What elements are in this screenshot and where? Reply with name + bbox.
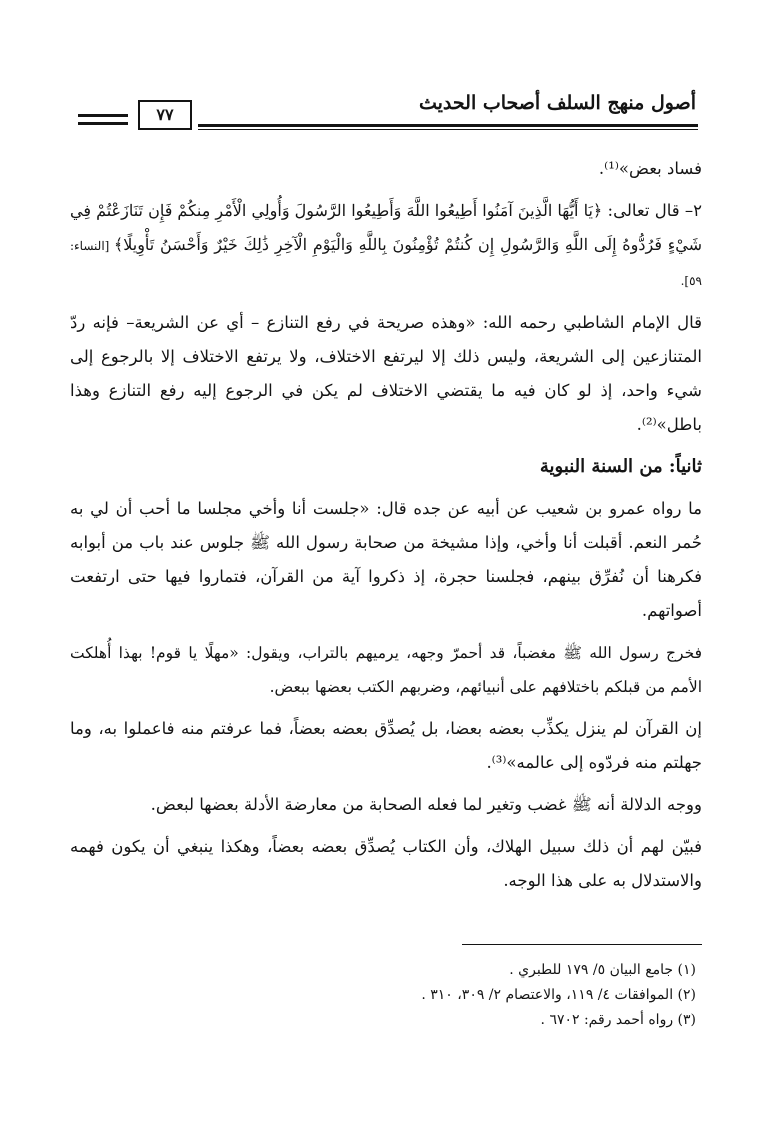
footnote-2: (٢) الموافقات ٤/ ١١٩، والاعتصام ٢/ ٣٠٩، ٣١٠ . bbox=[421, 987, 696, 1003]
verse-intro: ٢– قال تعالى: bbox=[602, 201, 702, 220]
paragraph-4: ما رواه عمرو بن شعيب عن أبيه عن جده قال: «جلست أنا وأخي مجلسا ما أحب أن لي به حُمر النعم. أقبلت أنا وأخي، وإذا مشيخة من صحابة رسول الله ﷺ جلوس عند باب من أبوابه فكرهنا أن نُفرِّق بينهم، فجلسنا حجرة، إذ ذكروا آية من القرآن، فتماروا فيها حتى ارتفعت أصواتهم. bbox=[70, 499, 702, 620]
main-text bbox=[70, 152, 702, 906]
paragraph-6: إن القرآن لم ينزل يكذِّب بعضه بعضا، بل يُصدِّق بعضه بعضاً، فما عرفتم منه فاعملوا به، وما جهلتم منه فردّوه إلى عالمه»⁽³⁾. bbox=[70, 719, 702, 772]
footnotes bbox=[70, 958, 696, 1033]
header-rule-thin bbox=[198, 129, 698, 130]
running-title: أصول منهج السلف أصحاب الحديث bbox=[418, 92, 696, 114]
page-number: ٧٧ bbox=[138, 100, 192, 130]
header-dash-bottom bbox=[78, 122, 128, 125]
footnote-1: (١) جامع البيان ٥/ ١٧٩ للطبري . bbox=[509, 962, 696, 978]
footnote-divider bbox=[462, 944, 702, 945]
header-rule-thick bbox=[198, 124, 698, 127]
paragraph-1: فساد بعض»⁽¹⁾. bbox=[598, 159, 702, 178]
section-title: ثانياً: من السنة النبوية bbox=[539, 456, 702, 477]
paragraph-2 bbox=[70, 194, 702, 298]
header-dash-top bbox=[78, 114, 128, 117]
quran-verse: ﴿يَا أَيُّهَا الَّذِينَ آمَنُوا أَطِيعُوا اللَّهَ وَأَطِيعُوا الرَّسُولَ وَأُولِي الْأَمْرِ مِنكُمْ فَإِن تَنَازَعْتُمْ فِي شَيْءٍ فَرُدُّوهُ إِلَى اللَّهِ وَالرَّسُولِ إِن كُنتُمْ تُؤْمِنُونَ بِاللَّهِ وَالْيَوْمِ الْآخِرِ ذَٰلِكَ خَيْرٌ وَأَحْسَنُ تَأْوِيلًا﴾ bbox=[70, 201, 703, 254]
paragraph-3: قال الإمام الشاطبي رحمه الله: «وهذه صريحة في رفع التنازع – أي عن الشريعة– فإنه ردّ المتنازعين إلى الشريعة، وليس ذلك إلا ليرتفع الاختلاف، ولا يرتفع الاختلاف إلا بالرجوع إلى شيء واحد، إذ لو كان فيه ما يقتضي الاختلاف لم يكن في الرجوع إليه رفع التنازع وهذا باطل»⁽²⁾. bbox=[70, 313, 702, 434]
verse-reference: [النساء: ٥٩]. bbox=[70, 239, 702, 288]
paragraph-5: فخرج رسول الله ﷺ مغضباً، قد أحمرّ وجهه، يرميهم بالتراب، ويقول: «مهلًا يا قوم! بهذا أُهلكت الأمم من قبلكم باختلافهم على أنبيائهم، وضربهم الكتب بعضها ببعض. bbox=[70, 644, 702, 696]
page-header bbox=[78, 88, 698, 134]
paragraph-8: فبيّن لهم أن ذلك سبيل الهلاك، وأن الكتاب يُصدِّق بعضه بعضاً، وهكذا ينبغي أن يكون فهمه والاستدلال به على هذا الوجه. bbox=[70, 837, 702, 890]
paragraph-7: ووجه الدلالة أنه ﷺ غضب وتغير لما فعله الصحابة من معارضة الأدلة بعضها لبعض. bbox=[150, 795, 702, 814]
footnote-3: (٣) رواه أحمد رقم: ٦٧٠٢ . bbox=[540, 1012, 696, 1028]
